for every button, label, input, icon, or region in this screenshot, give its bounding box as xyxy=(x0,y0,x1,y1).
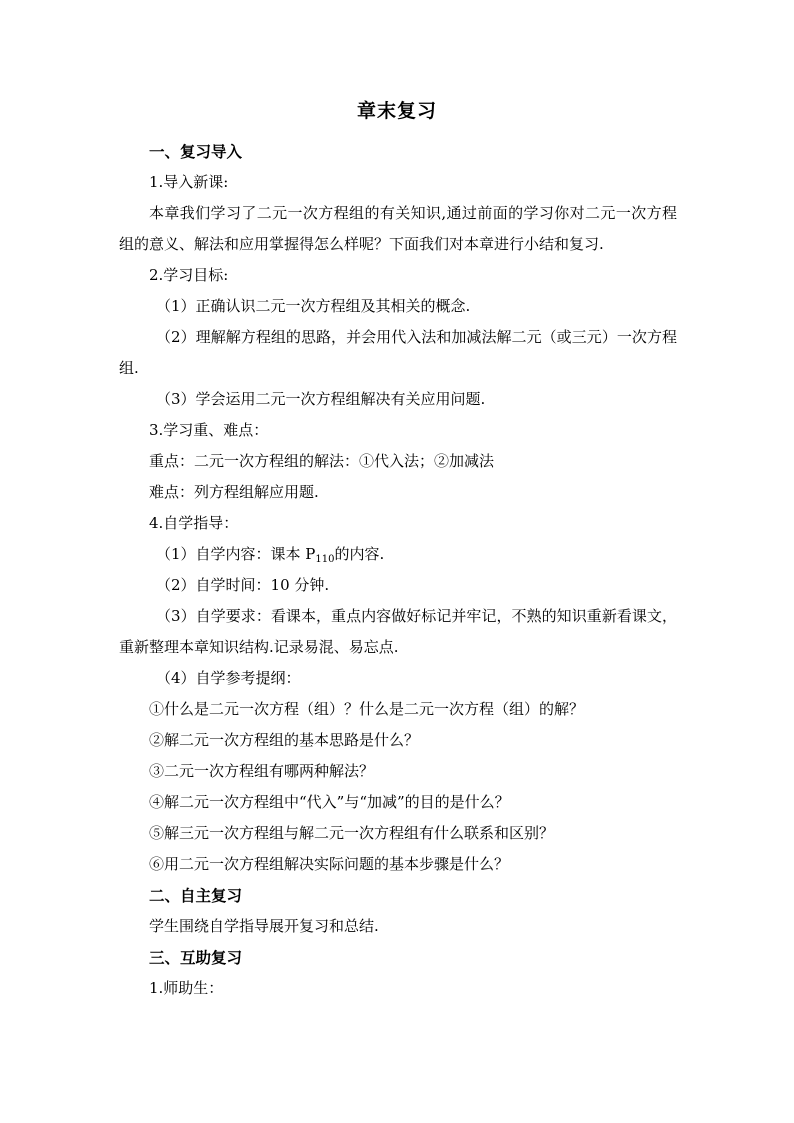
item-key-points-label: 3.学习重、难点： xyxy=(149,421,269,439)
guide-2: （2）自学时间：10 分钟. xyxy=(156,576,330,594)
section-heading-self-review: 二、自主复习 xyxy=(149,886,243,905)
guide-4: （4）自学参考提纲： xyxy=(156,669,301,687)
outline-item: ②解二元一次方程组的基本思路是什么？ xyxy=(149,731,420,749)
outline-item: ⑤解三元一次方程组与解二元一次方程组有什么联系和区别？ xyxy=(149,824,555,842)
item-teacher-helps-label: 1.师助生： xyxy=(149,979,224,997)
intro-paragraph: 本章我们学习了二元一次方程组的有关知识,通过前面的学习你对二元一次方程组的意义、解法和应用掌握得怎么样呢？下面我们对本章进行小结和复习. xyxy=(119,204,677,253)
page-subscript: 110 xyxy=(315,554,335,565)
guide-1-prefix: （1）自学内容：课本 P xyxy=(156,545,316,563)
page-title: 章末复习 xyxy=(356,100,437,122)
guide-1-suffix: 的内容. xyxy=(334,545,385,563)
self-review-text: 学生围绕自学指导展开复习和总结. xyxy=(149,917,379,935)
goal-1: （1）正确认识二元一次方程组及其相关的概念. xyxy=(156,297,471,315)
outline-item: ⑥用二元一次方程组解决实际问题的基本步骤是什么？ xyxy=(149,855,510,873)
guide-3: （3）自学要求：看课本，重点内容做好标记并牢记，不熟的知识重新看课文，重新整理本章知识结构.记录易混、易忘点. xyxy=(119,607,677,656)
document-body xyxy=(119,136,677,1004)
outline-item: ④解二元一次方程组中“代入”与“加减”的目的是什么？ xyxy=(149,793,510,811)
item-goals-label: 2.学习目标: xyxy=(149,266,229,284)
section-heading-review-intro: 一、复习导入 xyxy=(149,142,243,161)
goal-3: （3）学会运用二元一次方程组解决有关应用问题. xyxy=(156,390,486,408)
item-self-study-label: 4.自学指导： xyxy=(149,514,239,532)
section-heading-mutual-review: 三、互助复习 xyxy=(149,948,243,967)
key-point: 重点：二元一次方程组的解法：①代入法；②加减法 xyxy=(149,452,495,470)
difficult-point: 难点：列方程组解应用题. xyxy=(149,483,319,501)
item-intro-label: 1.导入新课: xyxy=(149,173,229,191)
outline-item: ①什么是二元一次方程（组）？什么是二元一次方程（组）的解？ xyxy=(149,700,585,718)
goal-2: （2）理解解方程组的思路，并会用代入法和加减法解二元（或三元）一次方程组. xyxy=(119,328,677,377)
outline-item: ③二元一次方程组有哪两种解法？ xyxy=(149,762,375,780)
guide-1 xyxy=(119,539,677,570)
